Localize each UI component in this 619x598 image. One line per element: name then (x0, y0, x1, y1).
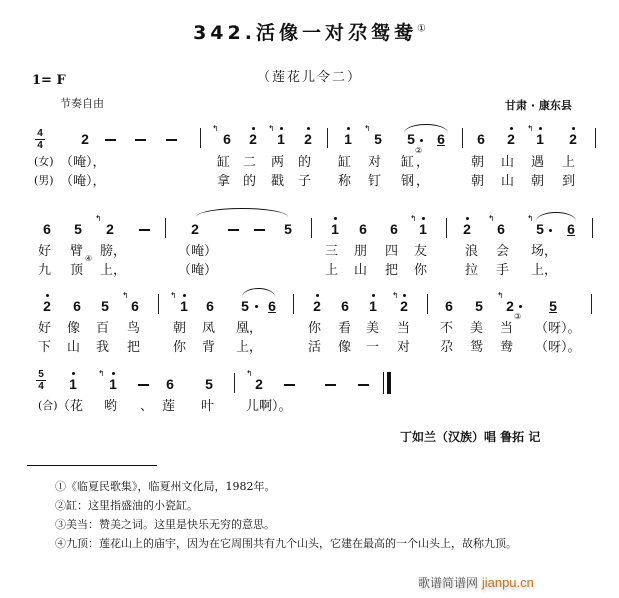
note: 1 (416, 221, 430, 237)
lyric: 好 (38, 321, 52, 336)
lyric: 友 (414, 244, 428, 259)
lyric: 钢 (401, 174, 415, 189)
lyric: 好 (38, 244, 52, 259)
note: 1 (177, 298, 191, 314)
bar-line (446, 218, 447, 238)
lyric: 哟 (104, 399, 118, 414)
lyric: （呀）。 (535, 340, 581, 355)
lyric: 一 (366, 340, 380, 355)
tempo-marking: 节奏自由 (60, 97, 104, 110)
note: 6 (437, 131, 445, 147)
note: 1 (341, 131, 355, 147)
note: 5 (101, 298, 109, 314)
dash (254, 229, 265, 231)
note: 2 (504, 131, 518, 147)
grace-note: ↰ (246, 369, 253, 378)
lyric: 缸 (401, 155, 415, 170)
lyric: 鸟 (127, 321, 141, 336)
time-signature: 4 4 (35, 129, 45, 150)
lyric: 手 (496, 263, 510, 278)
lyric: ， (416, 174, 430, 189)
lyric: 拉 (465, 263, 479, 278)
bar-line (592, 218, 593, 238)
lyric: 莲 (162, 399, 176, 414)
lyric: 遇 (531, 155, 545, 170)
footnote-divider (27, 465, 157, 466)
lyric: 你 (308, 321, 322, 336)
note: 5 (205, 376, 213, 392)
dash (228, 229, 239, 231)
note: 2 (506, 298, 514, 314)
dash (135, 139, 146, 141)
note: 6 (359, 221, 367, 237)
bar-line (591, 294, 592, 314)
note: 2 (397, 298, 411, 314)
lyric: 戳 (271, 174, 285, 189)
lyric: 上 (325, 263, 339, 278)
song-title: 342.活像一对尕鸳鸯① (193, 22, 426, 44)
song-origin: 甘肃 · 康东县 (505, 99, 572, 112)
grace-note: ↰ (122, 291, 129, 300)
voice-label-chorus: (合) (38, 399, 58, 412)
final-barline-thick (387, 372, 391, 394)
lyric: 三 (325, 244, 339, 259)
lyric: 缸 (217, 155, 231, 170)
lyric: 九 (38, 263, 52, 278)
lyric: （花 (57, 399, 84, 414)
dash (105, 139, 116, 141)
lyric: （唵） (178, 244, 218, 259)
bar-line (165, 218, 166, 238)
dash (358, 384, 369, 386)
note: 6 (73, 298, 81, 314)
lyric: 尕 (440, 340, 454, 355)
augmentation-dot (519, 305, 522, 308)
lyric: 朝 (531, 174, 545, 189)
slur (196, 208, 288, 217)
lyric: 上， (100, 263, 127, 278)
footnote-4: ④九顶：莲花山上的庙宇，因为在它周围共有九个山头，它建在最高的一个山头上，故称九顶。 (55, 537, 517, 550)
song-subtitle: （莲花儿令二） (256, 70, 362, 85)
grace-note: ↰ (364, 124, 371, 133)
lyric: 像 (67, 321, 81, 336)
lyric: 场， (531, 244, 558, 259)
lyric: 美 (366, 321, 380, 336)
lyric: 顶 (70, 263, 84, 278)
augmentation-dot (420, 139, 423, 142)
slur (536, 212, 576, 221)
note: 5 (475, 298, 483, 314)
dash (138, 384, 149, 386)
footnote-marker: ④ (85, 254, 93, 263)
note: 2 (106, 221, 114, 237)
note: 5 (284, 221, 292, 237)
bar-line (293, 294, 294, 314)
lyric: （呀）。 (535, 321, 581, 336)
footnote-marker: ② (415, 146, 423, 155)
note: 6 (166, 376, 174, 392)
grace-note: ↰ (98, 369, 105, 378)
note: 6 (206, 298, 214, 314)
lyric: 臂 (70, 244, 84, 259)
grace-note: ↰ (410, 214, 417, 223)
note: 2 (81, 131, 89, 147)
lyric: 会 (496, 244, 510, 259)
bar-line (234, 373, 235, 393)
note: 2 (460, 221, 474, 237)
grace-note: ↰ (212, 124, 219, 133)
dash (325, 384, 336, 386)
note: 2 (40, 298, 54, 314)
lyric: 看 (338, 321, 352, 336)
lyric: 对 (397, 340, 411, 355)
note: 5 (241, 298, 249, 314)
note: 6 (477, 131, 485, 147)
note: 6 (390, 221, 398, 237)
note: 6 (131, 298, 139, 314)
lyric: 山 (501, 155, 515, 170)
final-barline-thin (383, 372, 384, 394)
note: 2 (255, 376, 263, 392)
bar-line (311, 218, 312, 238)
grace-note: ↰ (527, 214, 534, 223)
bar-line (200, 128, 201, 148)
lyric: 叶 (201, 399, 215, 414)
bar-line (427, 294, 428, 314)
lyric: 美 (470, 321, 484, 336)
voice-label-female: (女) (34, 155, 54, 168)
lyric: 上， (236, 340, 263, 355)
note: 5 (536, 221, 544, 237)
lyric: 百 (96, 321, 110, 336)
note: 6 (445, 298, 453, 314)
note: 5 (374, 131, 382, 147)
lyric: 四 (385, 244, 399, 259)
lyric: 山 (501, 174, 515, 189)
footnote-3: ③美当：赞美之词。这里是快乐无穷的意思。 (55, 518, 275, 531)
lyric: 鸯 (500, 340, 514, 355)
dash (284, 384, 295, 386)
note: 1 (66, 376, 80, 392)
lyric: 我 (96, 340, 110, 355)
grace-note: ↰ (392, 291, 399, 300)
lyric: 的 (298, 155, 312, 170)
note: 5 (549, 298, 557, 314)
bar-line (327, 128, 328, 148)
lyric: 你 (414, 263, 428, 278)
dash (139, 229, 150, 231)
lyric: 朝 (471, 174, 485, 189)
lyric: 鸳 (470, 340, 484, 355)
bar-line (595, 128, 596, 148)
note: 6 (43, 221, 51, 237)
lyric: 称 (338, 174, 352, 189)
augmentation-dot (255, 305, 258, 308)
lyric: 拿 (217, 174, 231, 189)
lyric: 膀， (100, 244, 127, 259)
dash (166, 139, 177, 141)
grace-note: ↰ (95, 214, 102, 223)
note: 6 (268, 298, 276, 314)
bar-line (462, 128, 463, 148)
lyric: 活 (308, 340, 322, 355)
lyric: 不 (440, 321, 454, 336)
lyric: 到 (562, 174, 576, 189)
grace-note: ↰ (268, 124, 275, 133)
lyric: 缸 (338, 155, 352, 170)
lyric: （唵） (178, 263, 218, 278)
key-signature: 1= F (32, 73, 66, 88)
lyric: 上， (531, 263, 558, 278)
lyric: 对 (368, 155, 382, 170)
lyric: 、 (140, 399, 154, 414)
note: 2 (191, 221, 199, 237)
note: 6 (223, 131, 231, 147)
lyric: 凰， (236, 321, 263, 336)
note: 6 (567, 221, 575, 237)
note: 2 (301, 131, 315, 147)
lyric: （唵）， (60, 155, 106, 170)
performer-credit: 丁如兰（汉族）唱 鲁拓 记 (400, 430, 541, 444)
lyric: 把 (385, 263, 399, 278)
footnote-1: ①《临夏民歌集》，临夏州文化局，1982年。 (55, 480, 276, 493)
lyric: 二 (243, 155, 257, 170)
lyric: 朝 (471, 155, 485, 170)
footnote-marker: ① (416, 23, 426, 35)
lyric: （唵）， (60, 174, 106, 189)
lyric: 把 (127, 340, 141, 355)
note: 2 (310, 298, 324, 314)
bar-line (158, 294, 159, 314)
note: 1 (533, 131, 547, 147)
lyric: 两 (271, 155, 285, 170)
note: 6 (497, 221, 505, 237)
lyric: 下 (38, 340, 52, 355)
slur (242, 288, 275, 297)
lyric: 儿啊）。 (246, 399, 292, 414)
lyric: 当 (397, 321, 411, 336)
lyric: 当 (500, 321, 514, 336)
footnote-marker: ③ (514, 312, 522, 321)
watermark-brand: jianpu.cn (481, 575, 534, 590)
grace-note: ↰ (497, 291, 504, 300)
lyric: 山 (354, 263, 368, 278)
note: 1 (106, 376, 120, 392)
watermark-text: 歌谱简谱网 (418, 576, 479, 590)
lyric: ， (416, 155, 430, 170)
lyric: 山 (67, 340, 81, 355)
grace-note: ↰ (488, 214, 495, 223)
lyric: 朝 (173, 321, 187, 336)
lyric: 钉 (368, 174, 382, 189)
watermark (418, 574, 534, 591)
lyric: 凤 (202, 321, 216, 336)
note: 1 (366, 298, 380, 314)
note: 5 (74, 221, 82, 237)
lyric: 像 (338, 340, 352, 355)
note: 5 (407, 131, 415, 147)
note: 1 (328, 221, 342, 237)
lyric: 朋 (354, 244, 368, 259)
footnote-2: ②缸：这里指盛油的小瓷缸。 (55, 499, 198, 512)
grace-note: ↰ (170, 291, 177, 300)
voice-label-male: (男) (34, 174, 54, 187)
note: 1 (274, 131, 288, 147)
lyric: 你 (173, 340, 187, 355)
grace-note: ↰ (527, 124, 534, 133)
augmentation-dot (549, 229, 552, 232)
time-signature: 5 4 (36, 370, 46, 391)
lyric: 子 (298, 174, 312, 189)
note: 2 (566, 131, 580, 147)
lyric: 上 (562, 155, 576, 170)
note: 2 (246, 131, 260, 147)
lyric: 浪 (465, 244, 479, 259)
lyric: 的 (243, 174, 257, 189)
note: 6 (341, 298, 349, 314)
lyric: 背 (202, 340, 216, 355)
